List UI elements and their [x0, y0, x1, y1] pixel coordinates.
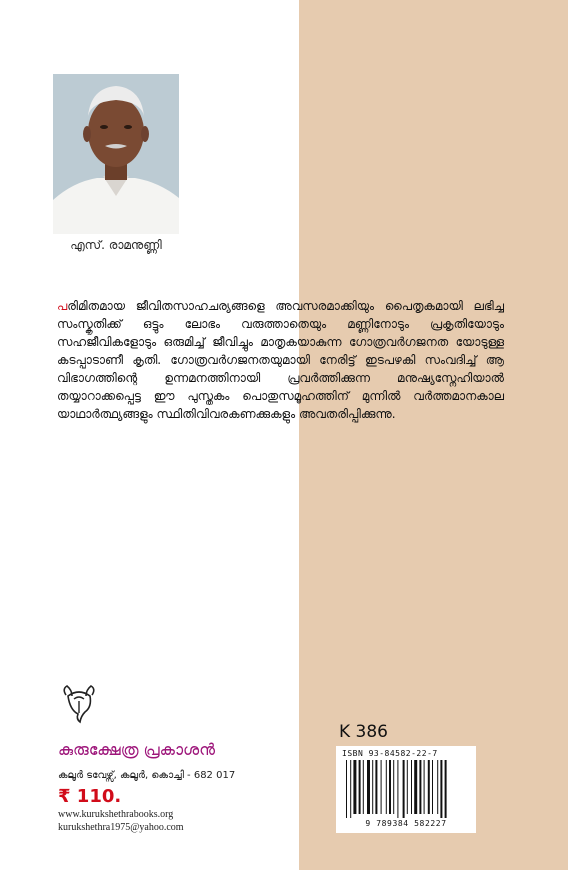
isbn-barcode	[336, 746, 476, 833]
book-price: ₹ 110.	[58, 786, 122, 807]
publisher-address: കലൂർ ടവേഴ്സ്, കലൂർ, കൊച്ചി - 682 017	[58, 770, 236, 781]
book-code: K 386	[339, 722, 388, 742]
publisher-email: kurukshethra1975@yahoo.com	[58, 822, 184, 833]
publisher-logo-icon	[58, 683, 100, 725]
isbn-label: ISBN 93-84582-22-7	[342, 749, 438, 758]
author-photo	[53, 74, 179, 234]
publisher-name: കുരുക്ഷേത്ര പ്രകാശൻ	[58, 740, 216, 759]
author-name: എസ്. രാമനുണ്ണി	[70, 238, 162, 252]
blurb-text: രിമിതമായ ജീവിതസാഹചര്യങ്ങളെ അവസരമാക്കിയും പൈതൃകമായി ലഭിച്ച സംസ്കൃതിക്ക് ഒട്ടും ലോഭം വരുത്താതെയും മണ്ണിനോടും പ്രകൃതിയോടും സഹജീവികളോടും ഒരുമിച്ച് ജീവിച്ചും മാതൃകയാകുന്ന ഗോത്രവർഗജനത യോടുള്ള കടപ്പാടാണീ കൃതി. ഗോത്രവർഗജനതയുമായി നേരിട്ട് ഇടപഴകി സംവദിച്ച് ആ വിഭാഗത്തിന്റെ ഉന്നമനത്തിനായി പ്രവർത്തിക്കുന്ന മനുഷ്യസ്നേഹിയാൽ തയ്യാറാക്കപ്പെട്ട ഈ പുസ്തകം പൊതുസമൂഹത്തിന് മുന്നിൽ വർത്തമാനകാല യാഥാർത്ഥ്യങ്ങളും സ്ഥിതിവിവരകണക്കുകളും അവതരിപ്പിക്കുന്നു.	[57, 299, 504, 421]
blurb-first-letter: പ	[57, 299, 68, 313]
book-blurb	[57, 297, 504, 423]
barcode-bars	[344, 760, 468, 818]
publisher-website: www.kurukshethrabooks.org	[58, 809, 174, 820]
isbn-digits: 9 789384 582227	[365, 819, 447, 828]
